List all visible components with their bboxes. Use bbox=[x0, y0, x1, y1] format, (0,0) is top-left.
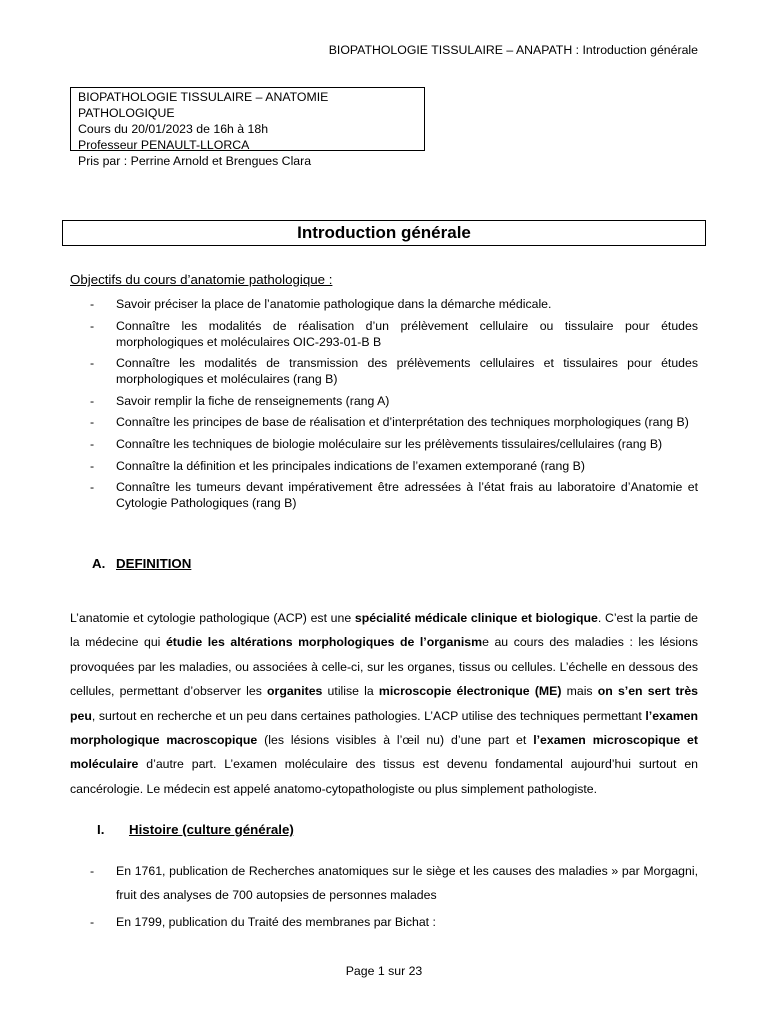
list-item bbox=[90, 355, 698, 387]
bullet-dash: - bbox=[90, 480, 95, 495]
bullet-dash: - bbox=[90, 458, 95, 473]
bullet-dash: - bbox=[90, 356, 95, 371]
bullet-dash: - bbox=[90, 415, 95, 430]
course-info-box bbox=[70, 87, 425, 168]
section-heading-history bbox=[97, 822, 294, 837]
bullet-dash: - bbox=[90, 436, 95, 451]
list-item bbox=[90, 479, 698, 511]
bullet-dash: - bbox=[90, 297, 95, 311]
bullet-dash: - bbox=[90, 318, 95, 333]
definition-paragraph bbox=[70, 606, 698, 801]
course-subject: BIOPATHOLOGIE TISSULAIRE – ANATOMIE PATHOLOGIQUE bbox=[78, 90, 329, 120]
definition-text: , surtout en recherche et un peu dans certaines pathologies. L’ACP utilise des techniques permettant bbox=[91, 708, 646, 723]
definition-text: utilise la bbox=[322, 684, 379, 699]
objective-text: Connaître les tumeurs devant impérativement être adressées à l’état frais au laboratoire d’Anatomie et Cytologie Pathologiques (rang B) bbox=[116, 480, 698, 511]
objective-text: Connaître les modalités de réalisation d’un prélèvement cellulaire ou tissulaire pour études morphologiques et moléculaires OIC-293-01-B B bbox=[116, 318, 698, 349]
objective-text: Savoir préciser la place de l’anatomie pathologique dans la démarche médicale. bbox=[116, 297, 552, 311]
definition-emphasis: l’examen morphologique macroscopique bbox=[70, 708, 698, 748]
objectives-heading: Objectifs du cours d’anatomie pathologique : bbox=[70, 272, 333, 287]
definition-emphasis: on s’en sert très peu bbox=[70, 684, 699, 723]
objective-text: Connaître les techniques de biologie moléculaire sur les prélèvements tissulaires/cellulaires (rang B) bbox=[116, 436, 663, 451]
section-heading-definition bbox=[92, 556, 191, 571]
objective-text: Connaître les principes de base de réalisation et d’interprétation des techniques morphologiques (rang B) bbox=[116, 415, 689, 430]
definition-emphasis: étudie les altérations morphologiques de l’organism bbox=[165, 635, 483, 650]
definition-text: d’autre part. L’examen moléculaire des tissus est devenu fondamental aujourd’hui surtout en cancérologie. Le médecin est appelé anatomo-cytopathologiste ou plus simplement pathologiste. bbox=[70, 757, 698, 796]
definition-text: . C’est la partie de la médecine qui bbox=[70, 611, 699, 650]
list-item bbox=[90, 296, 698, 312]
section-label: DEFINITION bbox=[116, 556, 192, 571]
bullet-dash: - bbox=[90, 864, 95, 878]
course-professor: Professeur PENAULT-LLORCA bbox=[78, 138, 250, 152]
objective-text: Connaître les modalités de transmission des prélèvements cellulaires et tissulaires pour études morphologiques et moléculaires (rang B) bbox=[116, 356, 698, 387]
definition-emphasis: organites bbox=[267, 684, 323, 699]
page-number: Page 1 sur 23 bbox=[345, 964, 423, 978]
course-note-takers: Pris par : Perrine Arnold et Brengues Clara bbox=[78, 154, 312, 168]
definition-emphasis: microscopie électronique (ME) bbox=[378, 684, 562, 699]
list-item bbox=[90, 393, 698, 409]
objective-text: Connaître la définition et les principales indications de l’examen extemporané (rang B) bbox=[116, 458, 585, 473]
history-text: En 1799, publication du Traité des membranes par Bichat : bbox=[116, 914, 436, 929]
list-item bbox=[90, 414, 698, 430]
definition-emphasis: l’examen microscopique et moléculaire bbox=[70, 733, 698, 772]
list-item bbox=[90, 436, 698, 452]
list-item bbox=[90, 318, 698, 350]
section-number: I. bbox=[97, 822, 105, 837]
section-label: Histoire (culture générale) bbox=[129, 822, 294, 837]
bullet-dash: - bbox=[90, 914, 95, 929]
section-number: A. bbox=[92, 556, 106, 571]
list-item bbox=[90, 458, 698, 474]
definition-emphasis: spécialité médicale clinique et biologique bbox=[354, 611, 598, 625]
bullet-dash: - bbox=[90, 393, 95, 408]
page-title: Introduction générale bbox=[62, 220, 706, 246]
history-text: En 1761, publication de Recherches anatomiques sur le siège et les causes des maladies » par Morgagni, fruit des analyses de 700 autopsies de personnes malades bbox=[116, 864, 698, 903]
list-item bbox=[90, 859, 698, 908]
course-date: Cours du 20/01/2023 de 16h à 18h bbox=[78, 122, 269, 136]
definition-text: mais bbox=[561, 684, 598, 699]
objective-text: Savoir remplir la fiche de renseignements (rang A) bbox=[116, 393, 390, 408]
objectives-list bbox=[90, 296, 698, 517]
list-item bbox=[90, 910, 698, 934]
running-header: BIOPATHOLOGIE TISSULAIRE – ANAPATH : Introduction générale bbox=[328, 43, 698, 57]
definition-text: (les lésions visibles à l’œil nu) d’une part et bbox=[257, 733, 534, 748]
definition-text: e au cours des maladies : les lésions provoquées par les maladies, ou associées à celle-ci, sur les organes, tissus ou cellules. L’échelle en dessous des cellules, permettant d’observer les bbox=[70, 635, 698, 699]
history-list bbox=[90, 859, 698, 936]
definition-text: L’anatomie et cytologie pathologique (ACP) est une bbox=[70, 611, 355, 625]
